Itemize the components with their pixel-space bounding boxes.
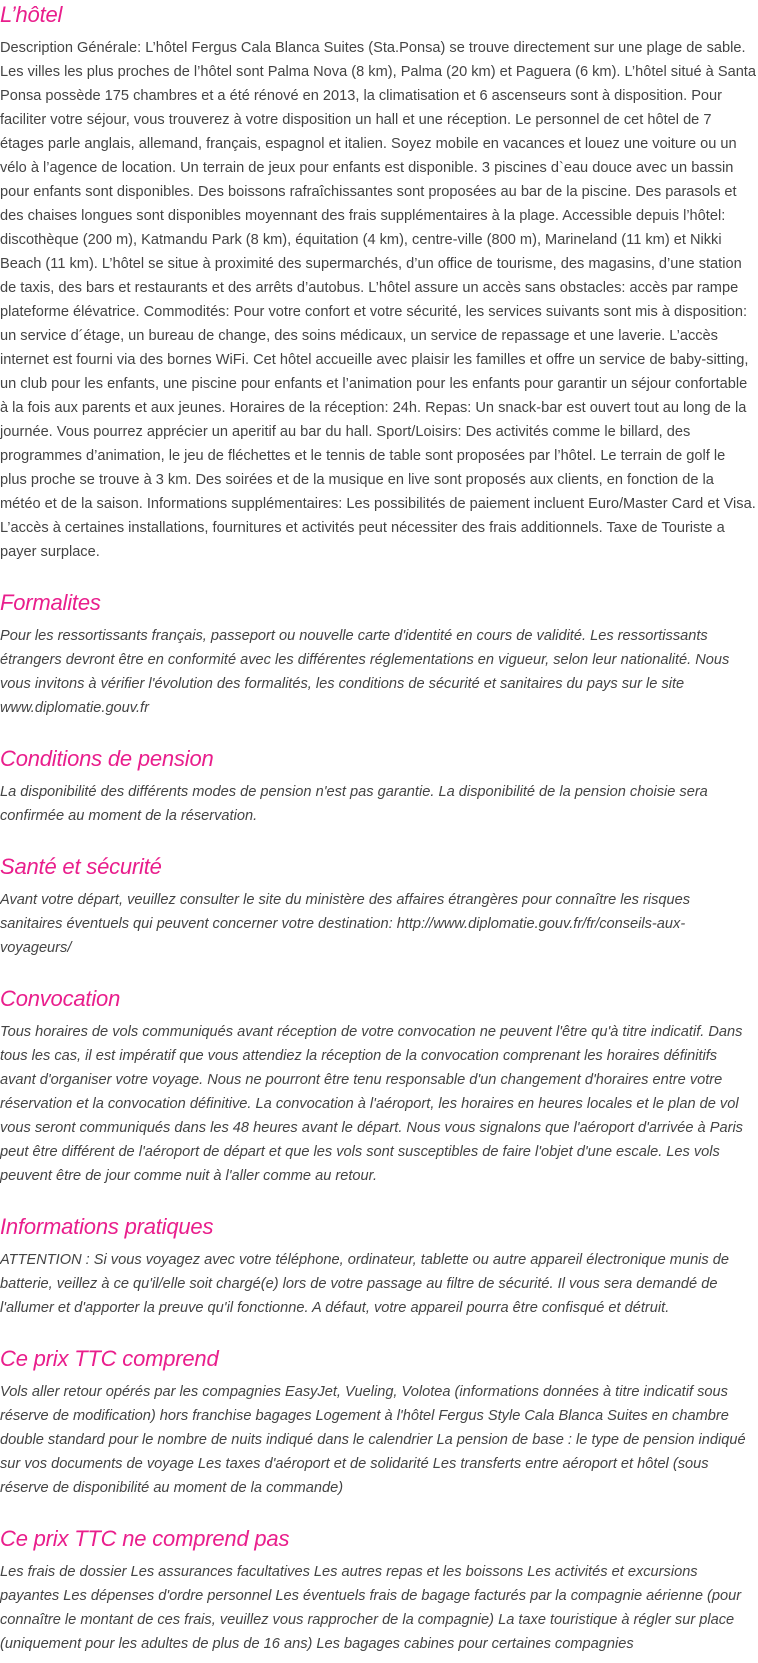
section-body: ATTENTION : Si vous voyagez avec votre téléphone, ordinateur, tablette ou autre appareil électronique munis de batterie, veillez à ce qu'il/elle soit chargé(e) lors de votre passage au filtre de sécurité. Il vous sera demandé de l'allumer et d'apporter la preuve qu'il fonctionne. A défaut, votre appareil pourra être confisqué et détruit. xyxy=(0,1252,730,1316)
section-formalites xyxy=(0,588,758,720)
section-title: Conditions de pension xyxy=(0,746,214,771)
section-body: Tous horaires de vols communiqués avant réception de votre convocation ne peuvent l'être qu'à titre indicatif. Dans tous les cas, il est impératif que vous attendiez la réception de la convocation comprenant les horaires définitifs avant d'organiser votre voyage. Nous ne pourront être tenu responsable d'un changement d'horaires entre votre réservation et la convocation définitive. La convocation à l'aéroport, les horaires en heures locales et le plan de vol vous seront communiqués dans les 48 heures avant le départ. Nous vous signalons que l'aéroport d'arrivée à Paris peut être différent de l'aéroport de départ et que les vols sont susceptibles de faire l'objet d'une escale. Les vols peuvent être de jour comme nuit à l'aller comme au retour. xyxy=(0,1024,743,1184)
section-hotel xyxy=(0,0,758,564)
section-title: Formalites xyxy=(0,590,101,615)
section-title: Ce prix TTC comprend xyxy=(0,1346,219,1371)
section-body: Pour les ressortissants français, passeport ou nouvelle carte d'identité en cours de validité. Les ressortissants étrangers devront être en conformité avec les différentes réglementations en vigueur, selon leur nationalité. Nous vous invitons à vérifier l'évolution des formalités, les conditions de sécurité et sanitaires du pays sur le site www.diplomatie.gouv.fr xyxy=(0,628,730,716)
section-prix-ne-comprend-pas xyxy=(0,1524,758,1656)
section-body: Vols aller retour opérés par les compagnies EasyJet, Vueling, Volotea (informations données à titre indicatif sous réserve de modification) hors franchise bagages Logement à l'hôtel Fergus Style Cala Blanca Suites en chambre double standard pour le nombre de nuits indiqué dans le calendrier La pension de base : le type de pension indiqué sur vos documents de voyage Les taxes d'aéroport et de solidarité Les transferts entre aéroport et hôtel (sous réserve de disponibilité au moment de la commande) xyxy=(0,1384,746,1496)
section-conditions-pension xyxy=(0,744,758,828)
section-title: Santé et sécurité xyxy=(0,854,162,879)
section-title: Informations pratiques xyxy=(0,1214,214,1239)
section-prix-comprend xyxy=(0,1344,758,1500)
section-title: Ce prix TTC ne comprend pas xyxy=(0,1526,290,1551)
section-body: Les frais de dossier Les assurances facultatives Les autres repas et les boissons Les activités et excursions payantes Les dépenses d'ordre personnel Les éventuels frais de bagage facturés par la compagnie aérienne (pour connaître le montant de ces frais, veuillez vous rapprocher de la compagnie) La taxe touristique à régler sur place (uniquement pour les adultes de plus de 16 ans) Les bagages cabines pour certaines compagnies xyxy=(0,1564,742,1652)
section-body: Description Générale: L’hôtel Fergus Cala Blanca Suites (Sta.Ponsa) se trouve directement sur une plage de sable. Les villes les plus proches de l’hôtel sont Palma Nova (8 km), Palma (20 km) et Paguera (6 km). L’hôtel situé à Santa Ponsa possède 175 chambres et a été rénové en 2013, la climatisation et 6 ascenseurs sont à disposition. Pour faciliter votre séjour, vous trouverez à votre disposition un hall et une réception. Le personnel de cet hôtel de 7 étages parle anglais, allemand, français, espagnol et italien. Soyez mobile en vacances et louez une voiture ou un vélo à l’agence de location. Un terrain de jeux pour enfants est disponible. 3 piscines d`eau douce avec un bassin pour enfants sont disponibles. Des boissons rafraîchissantes sont proposées au bar de la piscine. Des parasols et des chaises longues sont disponibles moyennant des frais supplémentaires à la plage. Accessible depuis l’hôtel: discothèque (200 m), Katmandu Park (8 km), équitation (4 km), centre-ville (800 m), Marineland (11 km) et Nikki Beach (11 km). L’hôtel se situe à proximité des supermarchés, d’un office de tourisme, des magasins, d’une station de taxis, des bars et restaurants et des arrêts d’autobus. L’hôtel assure un accès sans obstacles: accès par rampe plateforme élévatrice. Commodités: Pour votre confort et votre sécurité, les services suivants sont mis à disposition: un service d´étage, un bureau de change, des soins médicaux, un service de repassage et une laverie. L’accès internet est fourni via des bornes WiFi. Cet hôtel accueille avec plaisir les familles et offre un service de baby-sitting, un club pour les enfants, une piscine pour enfants et l’animation pour les enfants pour garantir un séjour confortable à la fois aux parents et aux jeunes. Horaires de la réception: 24h. Repas: Un snack-bar est ouvert tout au long de la journée. Vous pourrez apprécier un aperitif au bar du hall. Sport/Loisirs: Des activités comme le billard, des programmes d’animation, le jeu de fléchettes et le tennis de table sont proposées par l’hôtel. Le terrain de golf le plus proche se trouve à 3 km. Des soirées et de la musique en live sont proposés aux clients, en fonction de la météo et de la saison. Informations supplémentaires: Les possibilités de paiement incluent Euro/Master Card et Visa. L’accès à certaines installations, fournitures et activités peut nécessiter des frais additionnels. Taxe de Touriste a payer surplace. xyxy=(0,40,756,560)
section-title: L’hôtel xyxy=(0,2,63,27)
section-informations-pratiques xyxy=(0,1212,758,1320)
section-convocation xyxy=(0,984,758,1188)
section-title: Convocation xyxy=(0,986,121,1011)
section-body: La disponibilité des différents modes de pension n'est pas garantie. La disponibilité de la pension choisie sera confirmée au moment de la réservation. xyxy=(0,784,708,824)
section-body: Avant votre départ, veuillez consulter le site du ministère des affaires étrangères pour connaître les risques sanitaires éventuels qui peuvent concerner votre destination: http://www.diplomatie.gouv.fr/fr/conseils-aux-voyageurs/ xyxy=(0,892,691,956)
section-sante-securite xyxy=(0,852,758,960)
